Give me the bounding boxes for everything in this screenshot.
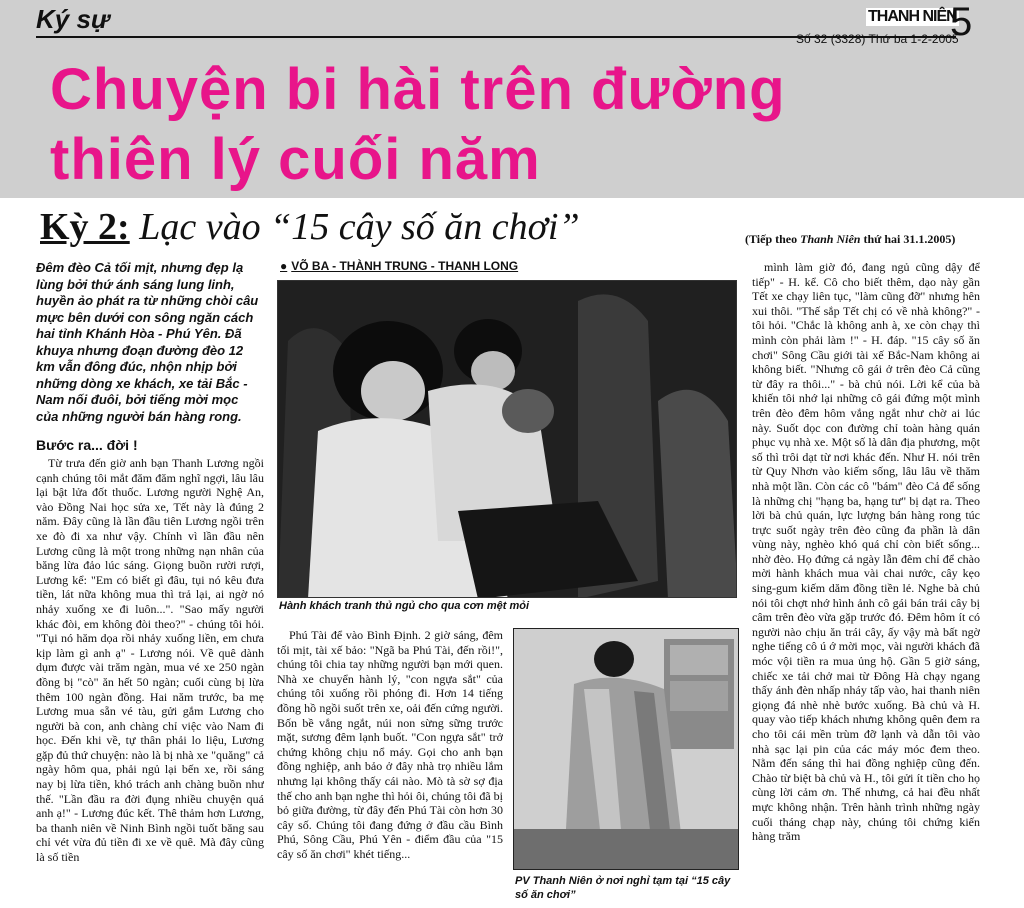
photo1-caption: Hành khách tranh thủ ngủ cho qua cơn mệt mỏi [279,600,530,612]
part-name: Lạc vào “15 cây số ăn chơi” [139,206,580,248]
article-column-1: Từ trưa đến giờ anh bạn Thanh Lương ngồi cạnh chúng tôi mắt đăm đăm nghĩ ngợi, lâu lâu lại bật lửa đốt thuốc. Lương người Nghệ An, vào Đồng Nai học sửa xe, Tết này là đúng 2 năm. Đây cũng là lần đầu tiên Lương ngồi trên xe đò đi xa như vậy. Chính vì lần đầu nên Lương cũng là một trong những nạn nhân của băng lừa đảo lúc sáng. Giọng buồn rười rượi, Lương kể: "Em có biết gì đâu, tụi nó kêu đưa tiền, lát nữa không mua thì trả lại, ai ngờ nó nhảy xuống xe đi luôn...". "Sao mấy người khác đòi, em không đòi theo?" - chúng tôi hỏi. "Tụi nó hăm dọa rồi nhảy xuống liền, em chưa kịp làm gì anh ạ" - Lương nói. Về quê dành dụm được vài trăm ngàn, mua vé xe 250 ngàn đồng bị "cò" ăn hết 50 ngàn; cuối cùng bị lừa thêm 100 ngàn đồng. Hai năm trước, ba mẹ Lương mua sẵn vé tàu, gửi gắm Lương cho người bà con, anh chàng chỉ việc vào Nam đi học. Đến khi về, tự thân phải lo liệu, Lương gặp đủ thứ chuyện: nào là bị nhà xe "quăng" cả ngày hôm qua, phải ngủ lại bến xe, rồi sáng nay bị lừa tiền, khó trách anh chàng buồn như thế. "Lần đầu ra đời đụng nhiều chuyện quá anh ạ!" - Lương đúc kết. Thê thảm hơn Lương, ba thanh niên về Ninh Bình ngồi tuốt băng sau chỉ vét vừa đủ tiền đi xe về quê. Mà đây cũng là số tiền [36,456,264,865]
section-label: Ký sự [36,4,110,34]
photo2-caption: PV Thanh Niên ở nơi nghỉ tạm tại “15 cây số ăn chơi” [515,875,731,901]
continued-prefix: (Tiếp theo [745,232,801,246]
continued-note [745,232,955,247]
issue-line: Số 32 (3328) Thứ ba 1-2-2005 [796,32,959,46]
photo-reporter-rest-stop [513,628,739,870]
headline [50,55,990,195]
masthead-logo: THANH NIÊN [868,8,957,25]
headline-line-1: Chuyện bi hài trên đường [50,57,786,122]
byline-text: VÕ BA - THÀNH TRUNG - THANH LONG [291,259,519,273]
article-column-2: Phú Tài để vào Bình Định. 2 giờ sáng, đêm tối mịt, tài xế bảo: "Ngã ba Phú Tài, đến rồi!", chúng tôi chia tay những người bạn mới quen. Nhà xe chuyển hành lý, "con ngựa sắt" của chúng tôi xuống rồi phóng đi. Hơn 14 tiếng đồng hồ ngồi suốt trên xe, oải đến cứng người. Bốn bề vắng ngắt, núi non sừng sững trước mặt, sương đêm lạnh buốt. "Con ngựa sắt" trở chứng không chịu nổ máy. Gọi cho anh bạn đồng nghiệp, anh bảo ở đây nhà trọ nhiều lắm nhưng lại không thấy cái nào. Mò tà sờ sợ địa thế cho anh bạn nghe thì hỏi ôi, chúng tôi đã bị bỏ giữa đường, từ đây đến Phú Tài còn hơn 30 cây số. Chúng tôi đang đứng ở đầu cầu Bình Phú, Sông Cầu, Phú Yên - điểm đầu của "15 cây số ăn chơi" khét tiếng... [277,628,503,861]
part-number: Kỳ 2: [40,206,130,248]
page-number: 5 [950,0,973,44]
photo-sleeping-passengers-drawing [278,281,737,598]
byline [280,259,518,273]
article-column-3: mình làm giờ đó, đang ngủ cũng dậy để tiếp" - H. kể. Cô cho biết thêm, dạo này gần Tết xe chạy liên tục, "làm cũng đỡ" nhưng hên xui thôi. "Thế sắp Tết chị có về nhà không?" - tôi hỏi. "Chắc là không anh à, xe còn chạy thì mình còn phải làm !" - H. đáp. "15 cây số ăn chơi" Sông Cầu giới tài xế Bắc-Nam không ai không biết. "Nhưng cô gái ở trên đèo Cả cũng từ đây ra thôi..." - bà chủ nói. Lời kể của bà khiến tôi nhớ lại những cô gái đứng một mình trên đèo đêm hôm vắng ngắt như chờ ai lúc này. Suốt dọc con đường chỉ toàn hàng quán phục vụ nhà xe. Một số là dân địa phương, một số thì trôi dạt từ nơi khác đến. Như H. nói trên từ Quy Nhơn vào kiếm sống, lâu lâu về thăm nhà một lần. Còn các cô "bám" đèo Cả để sống là những chị "hạng ba, hạng tư" bị dạt ra. Theo lời bà chủ quán, lực lượng bán hàng rong túc trực suốt ngày trên đèo cũng đa phần là dân vùng này, nghèo khó quá chỉ còn biết sống... nhờ đèo. Họ đứng cả ngày lẫn đêm chỉ để chào mời hành khách mua vài chai nước, cây kẹo sing-gum kiếm dăm đồng tiền lẻ. Nghe bà chủ nói tôi chợt nhớ hình ảnh cô gái bán trái cây bị câm trên đèo vừa gặp trước đó. Đêm hôm ít có người nào chịu ăn trái cây, ấy vậy mà bất ngờ nghe tiếng cô ú ớ mời mọc, vài người khách đã móc vội tiền ra mua ủng hộ. Gần 5 giờ sáng, chiếc xe tải chở mai từ Đông Hà chạy ngang thấy ánh đèn nhấp nháy tấp vào, hai thanh niên giọng đá nhè nhè bước xuống. Bà chủ và H. quay vào tiếp khách nhưng không quên đem ra cho tôi cái mền trùm đỡ lạnh và dẫn tôi vào nhà sạc lại pin của các máy móc đem theo. Nằm đến sáng thì hai đồng nghiệp cũng đến. Chào từ biệt bà chủ và H., tôi gửi ít tiền cho họ cùng lời cảm ơn. Thế nhưng, cả hai đều nhất mực không nhận. Trên hành trình những ngày cuối tháng chạp này, chúng tôi chứng kiến hàng trăm [752,260,980,844]
bullet-icon: ● [280,259,288,273]
lead-paragraph: Đêm đèo Cả tối mịt, nhưng đẹp lạ lùng bởi thứ ánh sáng lung linh, huyền ảo phát ra từ những chòi câu mực bên dưới con sông ngăn cách hai tỉnh Khánh Hòa - Phú Yên. Đã khuya nhưng đoạn đường đèo 12 km vẫn đông đúc, nhộn nhịp bởi những dòng xe khách, xe tải Bắc - Nam nối đuôi, bởi tiếng mời mọc của những người bán hàng rong. [36,260,259,424]
part-title [40,204,580,250]
continued-paper: Thanh Niên [800,232,861,246]
headline-line-2: thiên lý cuối năm [50,127,541,192]
photo-sleeping-passengers [277,280,737,598]
continued-suffix: thứ hai 31.1.2005) [860,232,956,246]
photo-reporter-rest-stop-drawing [514,629,739,870]
subhead: Bước ra... đời ! [36,437,138,453]
